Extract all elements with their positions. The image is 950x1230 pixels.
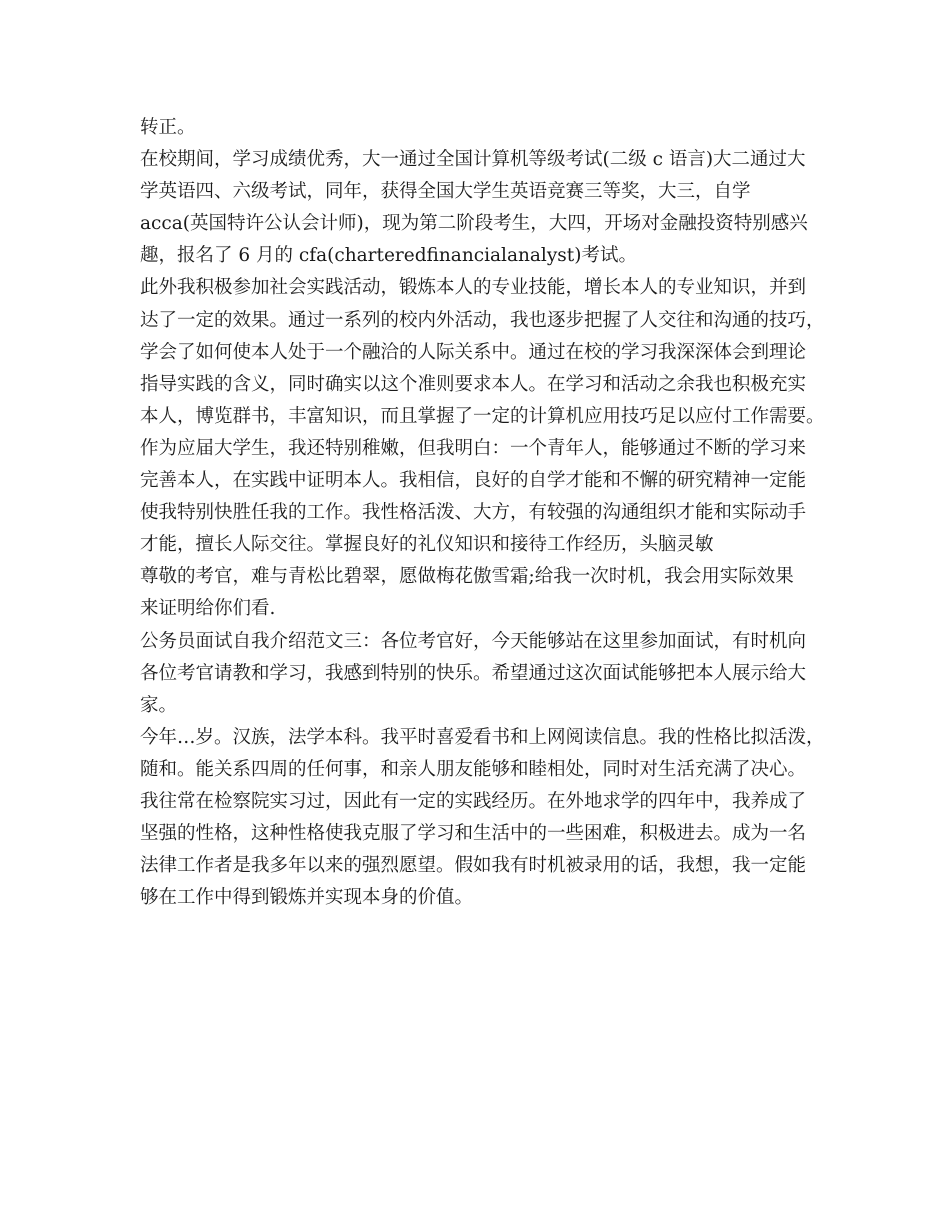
text-line: 使我特别快胜任我的工作。我性格活泼、大方，有较强的沟通组织才能和实际动手 <box>140 502 807 524</box>
text-line: 来证明给你们看. <box>140 598 276 620</box>
text-line: 够在工作中得到锻炼并实现本身的价值。 <box>140 887 474 909</box>
text-line: 我往常在检察院实习过，因此有一定的实践经历。在外地求学的四年中，我养成了 <box>140 790 807 812</box>
text-line: 各位考官请教和学习，我感到特别的快乐。希望通过这次面试能够把本人展示给大 <box>140 662 807 684</box>
document-body <box>140 112 830 914</box>
text-line: 学会了如何使本人处于一个融洽的人际关系中。通过在校的学习我深深体会到理论 <box>140 341 807 363</box>
text-line: 趣，报名了 6 月的 cfa(charteredfinancialanalyst)考试。 <box>140 245 637 267</box>
text-line: acca(英国特许公认会计师)，现为第二阶段考生，大四，开场对金融投资特别感兴 <box>140 213 808 235</box>
text-line: 学英语四、六级考试，同年，获得全国大学生英语竞赛三等奖，大三，自学 <box>140 181 751 203</box>
text-line: 转正。 <box>140 117 196 138</box>
text-line: 坚强的性格，这种性格使我克服了学习和生活中的一些困难，积极进去。成为一名 <box>140 823 807 845</box>
text-line: 本人，博览群书，丰富知识，而且掌握了一定的计算机应用技巧足以应付工作需要。 <box>140 405 825 427</box>
text-line: 法律工作者是我多年以来的强烈愿望。假如我有时机被录用的话，我想，我一定能 <box>140 855 807 877</box>
text-line: 此外我积极参加社会实践活动，锻炼本人的专业技能，增长本人的专业知识，并到 <box>140 277 807 299</box>
text-line: 才能，擅长人际交往。掌握良好的礼仪知识和接待工作经历，头脑灵敏 <box>140 534 714 556</box>
text-line: 在校期间，学习成绩优秀，大一通过全国计算机等级考试(二级 c 语言)大二通过大 <box>140 149 806 171</box>
text-line: 公务员面试自我介绍范文三：各位考官好，今天能够站在这里参加面试，有时机向 <box>140 630 807 652</box>
text-line: 随和。能关系四周的任何事，和亲人朋友能够和睦相处，同时对生活充满了决心。 <box>140 758 807 780</box>
text-line: 作为应届大学生，我还特别稚嫩，但我明白：一个青年人，能够通过不断的学习来 <box>140 437 807 459</box>
text-line: 尊敬的考官，难与青松比碧翠，愿做梅花傲雪霜;给我一次时机，我会用实际效果 <box>140 566 794 588</box>
text-line: 指导实践的含义，同时确实以这个准则要求本人。在学习和活动之余我也积极充实 <box>140 373 807 395</box>
text-line: 今年…岁。汉族，法学本科。我平时喜爱看书和上网阅读信息。我的性格比拟活泼， <box>140 726 825 748</box>
text-line: 家。 <box>140 694 178 716</box>
text-line: 完善本人，在实践中证明本人。我相信，良好的自学才能和不懈的研究精神一定能 <box>140 470 807 492</box>
text-line: 达了一定的效果。通过一系列的校内外活动，我也逐步把握了人交往和沟通的技巧， <box>140 309 825 331</box>
